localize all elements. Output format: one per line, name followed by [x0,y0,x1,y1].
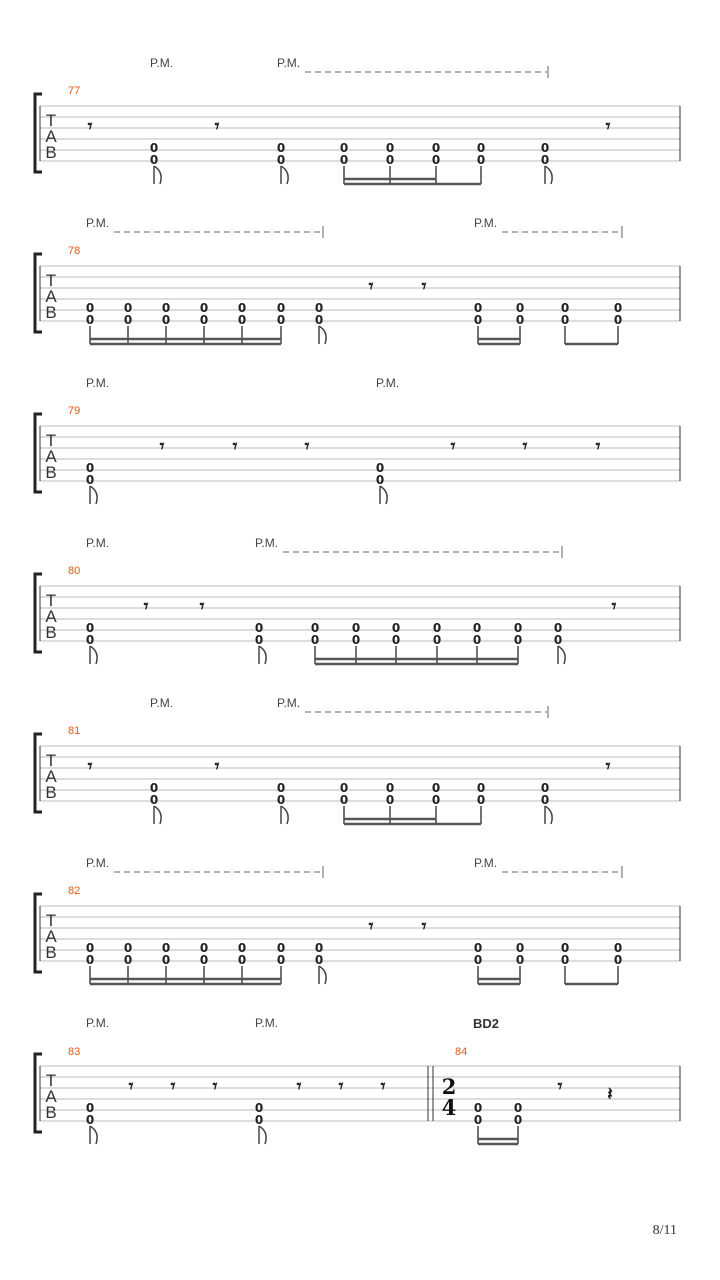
eighth-rest: 𝄾 [338,1076,344,1097]
svg-text:0: 0 [476,141,486,155]
note [277,781,288,824]
svg-text:0: 0 [161,941,171,955]
svg-text:0: 0 [161,953,171,967]
page-number: 8/11 [652,1223,677,1238]
note [376,461,387,504]
eighth-rest: 𝄾 [450,436,456,457]
beamed-note-group [474,1101,522,1144]
svg-text:0: 0 [339,141,349,155]
svg-text:0: 0 [314,301,324,315]
tab-clef-b: B [45,1103,57,1122]
palm-mute-label: P.M. [277,56,301,70]
svg-text:0: 0 [314,941,324,955]
eighth-rest: 𝄾 [232,436,238,457]
eighth-rest: 𝄾 [368,276,374,297]
measure-number: 78 [68,245,81,257]
system-77 [35,56,680,184]
tab-clef-b: B [45,143,57,162]
time-signature-top: 2 [441,1074,457,1099]
svg-text:0: 0 [476,153,486,167]
beamed-note-group [86,301,285,344]
beamed-note-group [311,621,522,664]
svg-text:0: 0 [351,621,361,635]
svg-text:0: 0 [85,461,95,475]
measure-number: 81 [68,725,81,737]
svg-text:0: 0 [161,313,171,327]
svg-text:0: 0 [385,781,395,795]
svg-text:0: 0 [540,781,550,795]
svg-text:0: 0 [123,941,133,955]
tab-clef-a: A [45,607,57,626]
svg-text:0: 0 [476,793,486,807]
svg-text:0: 0 [314,313,324,327]
eighth-rest: 𝄾 [128,1076,134,1097]
measure-number: 84 [455,1046,468,1058]
beamed-note-group [340,141,485,184]
svg-text:0: 0 [473,1113,483,1127]
eighth-rest: 𝄾 [421,916,427,937]
system-82 [35,856,680,984]
eighth-rest: 𝄾 [368,916,374,937]
svg-text:0: 0 [432,633,442,647]
note [255,621,266,664]
svg-text:0: 0 [515,953,525,967]
eighth-rest: 𝄾 [595,436,601,457]
note [541,781,552,824]
svg-text:0: 0 [276,141,286,155]
svg-text:0: 0 [385,153,395,167]
tab-clef-a: A [45,447,57,466]
svg-text:0: 0 [237,301,247,315]
svg-text:0: 0 [85,313,95,327]
palm-mute-label: P.M. [474,856,498,870]
svg-text:0: 0 [540,793,550,807]
svg-text:0: 0 [237,953,247,967]
svg-text:0: 0 [431,153,441,167]
svg-text:0: 0 [351,633,361,647]
note [554,621,565,664]
quarter-rest: 𝄽 [607,1084,613,1105]
eighth-rest: 𝄾 [143,596,149,617]
palm-mute-label: P.M. [255,536,279,550]
measure-number: 80 [68,565,81,577]
eighth-rest: 𝄾 [87,756,93,777]
svg-text:0: 0 [85,301,95,315]
svg-text:0: 0 [149,153,159,167]
tab-clef-b: B [45,943,57,962]
svg-text:0: 0 [613,313,623,327]
palm-mute-label: P.M. [376,376,400,390]
note [86,1101,97,1144]
svg-text:0: 0 [613,301,623,315]
eighth-rest: 𝄾 [87,116,93,137]
svg-text:0: 0 [199,941,209,955]
svg-text:0: 0 [515,313,525,327]
svg-text:0: 0 [513,1113,523,1127]
svg-text:0: 0 [276,781,286,795]
tab-clef-b: B [45,303,57,322]
palm-mute-label: P.M. [86,1016,110,1030]
svg-text:0: 0 [385,141,395,155]
svg-text:0: 0 [339,153,349,167]
svg-text:0: 0 [513,621,523,635]
eighth-rest: 𝄾 [199,596,205,617]
eighth-rest: 𝄾 [304,436,310,457]
beamed-note-group [474,941,524,984]
tab-clef-b: B [45,783,57,802]
svg-text:0: 0 [85,1113,95,1127]
tab-clef-t: T [45,111,57,130]
svg-text:0: 0 [553,633,563,647]
svg-text:0: 0 [276,793,286,807]
svg-text:0: 0 [391,621,401,635]
svg-text:0: 0 [375,461,385,475]
system-80 [35,536,680,664]
palm-mute-label: P.M. [150,56,174,70]
tab-clef-t: T [45,1071,57,1090]
palm-mute-label: P.M. [86,536,110,550]
svg-text:0: 0 [476,781,486,795]
tab-staff [40,1066,680,1121]
svg-text:0: 0 [560,313,570,327]
tab-staff [40,426,680,481]
note [150,781,161,824]
svg-text:0: 0 [473,301,483,315]
eighth-rest: 𝄾 [611,596,617,617]
svg-text:0: 0 [473,953,483,967]
svg-text:0: 0 [199,953,209,967]
svg-text:0: 0 [473,313,483,327]
eighth-rest: 𝄾 [296,1076,302,1097]
svg-text:0: 0 [515,301,525,315]
palm-mute-label: P.M. [474,216,498,230]
eighth-rest: 𝄾 [557,1076,563,1097]
palm-mute-label: P.M. [86,376,110,390]
svg-text:0: 0 [85,941,95,955]
svg-text:0: 0 [254,1113,264,1127]
system-81 [35,696,680,824]
svg-text:0: 0 [199,313,209,327]
svg-text:0: 0 [472,621,482,635]
eighth-rest: 𝄾 [159,436,165,457]
measure-number: 82 [68,885,81,897]
tab-staff [40,266,680,321]
svg-text:0: 0 [515,941,525,955]
svg-text:0: 0 [385,793,395,807]
measure-number: 77 [68,85,81,97]
tab-staff [40,746,680,801]
svg-text:0: 0 [276,313,286,327]
eighth-rest: 𝄾 [421,276,427,297]
svg-text:0: 0 [85,621,95,635]
svg-text:0: 0 [199,301,209,315]
time-signature-bottom: 4 [441,1095,457,1120]
svg-text:0: 0 [375,473,385,487]
note [86,461,97,504]
system-79 [35,376,680,504]
svg-text:0: 0 [560,953,570,967]
beamed-note-group [86,941,285,984]
tab-clef-t: T [45,911,57,930]
tab-staff [40,906,680,961]
beamed-note-group [340,781,485,824]
svg-text:0: 0 [123,953,133,967]
beamed-note-group [474,301,524,344]
svg-text:0: 0 [85,1101,95,1115]
palm-mute-label: P.M. [277,696,301,710]
svg-text:0: 0 [149,781,159,795]
tab-clef-a: A [45,767,57,786]
svg-text:0: 0 [472,633,482,647]
note [315,941,326,984]
svg-text:0: 0 [276,301,286,315]
svg-text:0: 0 [560,941,570,955]
svg-text:0: 0 [431,793,441,807]
svg-text:0: 0 [237,313,247,327]
eighth-rest: 𝄾 [380,1076,386,1097]
tab-clef-t: T [45,751,57,770]
svg-text:0: 0 [254,621,264,635]
svg-text:0: 0 [613,953,623,967]
palm-mute-label: P.M. [86,856,110,870]
beamed-note-group [561,301,622,344]
svg-text:0: 0 [123,301,133,315]
tab-clef-t: T [45,431,57,450]
svg-text:0: 0 [613,941,623,955]
note [315,301,326,344]
svg-text:0: 0 [339,781,349,795]
tab-clef-a: A [45,927,57,946]
note [150,141,161,184]
eighth-rest: 𝄾 [605,116,611,137]
svg-text:0: 0 [473,1101,483,1115]
tab-clef-b: B [45,623,57,642]
svg-text:0: 0 [276,153,286,167]
palm-mute-label: P.M. [150,696,174,710]
svg-text:0: 0 [310,633,320,647]
svg-text:0: 0 [540,141,550,155]
svg-text:0: 0 [161,301,171,315]
svg-text:0: 0 [123,313,133,327]
section-marker: BD2 [473,1016,500,1031]
svg-text:0: 0 [254,633,264,647]
svg-text:0: 0 [553,621,563,635]
svg-text:0: 0 [85,953,95,967]
palm-mute-label: P.M. [86,216,110,230]
svg-text:0: 0 [431,141,441,155]
measure-number: 83 [68,1046,81,1058]
eighth-rest: 𝄾 [522,436,528,457]
system-78 [35,216,680,344]
svg-text:0: 0 [391,633,401,647]
svg-text:0: 0 [149,141,159,155]
note [277,141,288,184]
svg-text:0: 0 [310,621,320,635]
svg-text:0: 0 [540,153,550,167]
tab-clef-a: A [45,127,57,146]
eighth-rest: 𝄾 [605,756,611,777]
eighth-rest: 𝄾 [212,1076,218,1097]
svg-text:0: 0 [432,621,442,635]
note [86,621,97,664]
svg-text:0: 0 [339,793,349,807]
svg-text:0: 0 [473,941,483,955]
eighth-rest: 𝄾 [214,756,220,777]
tab-clef-a: A [45,1087,57,1106]
palm-mute-label: P.M. [255,1016,279,1030]
svg-text:0: 0 [276,941,286,955]
tab-clef-b: B [45,463,57,482]
eighth-rest: 𝄾 [170,1076,176,1097]
note [541,141,552,184]
eighth-rest: 𝄾 [214,116,220,137]
svg-text:0: 0 [85,633,95,647]
svg-text:0: 0 [149,793,159,807]
svg-text:0: 0 [85,473,95,487]
note [255,1101,266,1144]
svg-text:0: 0 [254,1101,264,1115]
tab-staff [40,106,680,161]
tab-clef-a: A [45,287,57,306]
beamed-note-group [561,941,622,984]
svg-text:0: 0 [513,1101,523,1115]
svg-text:0: 0 [276,953,286,967]
svg-text:0: 0 [314,953,324,967]
system-83 [35,1016,680,1144]
svg-text:0: 0 [431,781,441,795]
tab-clef-t: T [45,591,57,610]
svg-text:0: 0 [513,633,523,647]
svg-text:0: 0 [560,301,570,315]
svg-text:0: 0 [237,941,247,955]
tab-clef-t: T [45,271,57,290]
measure-number: 79 [68,405,81,417]
